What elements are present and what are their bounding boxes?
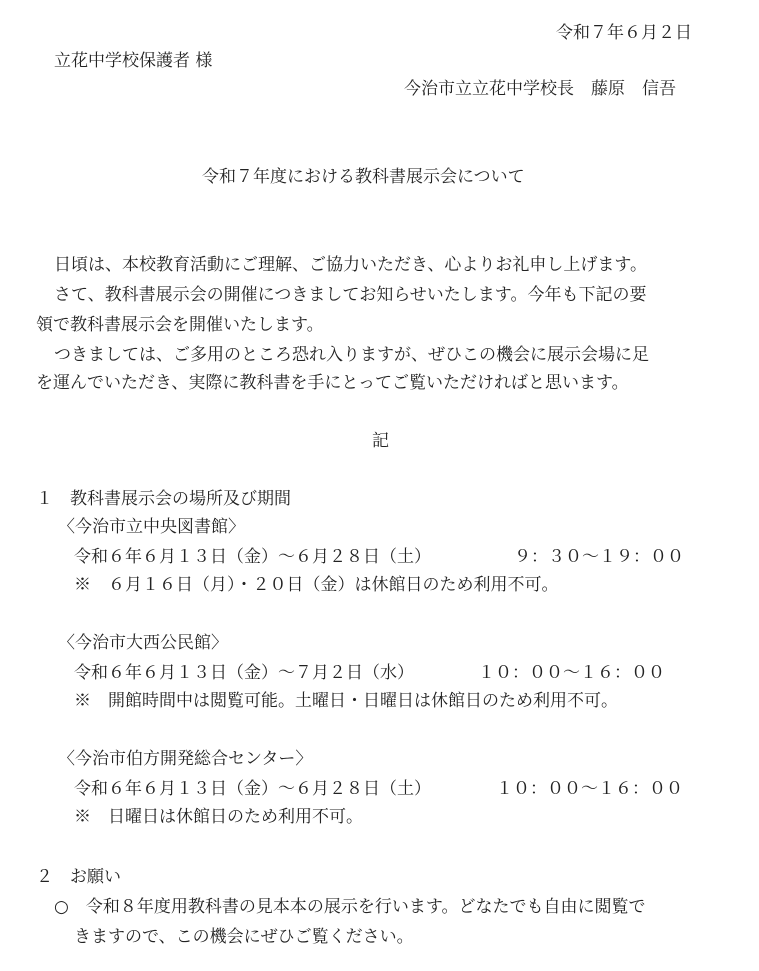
recipient: 立花中学校保護者 様 — [54, 51, 213, 71]
section-1-heading: １ 教科書展示会の場所及び期間 — [36, 489, 291, 509]
venue-2-name: 〈今治市大西公民館〉 — [58, 633, 228, 653]
body-line-5: を運んでいただき、実際に教科書を手にとってご覧いただければと思います。 — [36, 373, 629, 393]
venue-1-name: 〈今治市立中央図書館〉 — [58, 517, 245, 537]
venue-2-hours: １０：００～１６：００ — [478, 663, 665, 683]
venue-2-note: ※ 開館時間中は閲覧可能。土曜日・日曜日は休館日のため利用不可。 — [74, 691, 618, 711]
venue-3-name: 〈今治市伯方開発総合センター〉 — [58, 749, 313, 769]
document-title: 令和７年度における教科書展示会について — [202, 167, 525, 187]
venue-1-hours: ９：３０～１９：００ — [514, 547, 684, 567]
sender: 今治市立立花中学校長 藤原 信吾 — [404, 79, 676, 99]
venue-3-period: 令和６年６月１３日（金）～６月２８日（土） — [74, 779, 431, 799]
venue-3-hours: １０：００～１６：００ — [496, 779, 683, 799]
section-2-heading: ２ お願い — [36, 867, 121, 887]
section-2-line-2: きますので、この機会にぜひご覧ください。 — [74, 927, 414, 947]
body-line-1: 日頃は、本校教育活動にご理解、ご協力いただき、心よりお礼申し上げます。 — [54, 255, 647, 275]
body-line-4: つきましては、ご多用のところ恐れ入りますが、ぜひこの機会に展示会場に足 — [54, 345, 649, 365]
venue-1-period: 令和６年６月１３日（金）～６月２８日（土） — [74, 547, 431, 567]
body-line-3: 領で教科書展示会を開催いたします。 — [36, 315, 324, 335]
venue-3-note: ※ 日曜日は休館日のため利用不可。 — [74, 807, 363, 827]
venue-2-period: 令和６年６月１３日（金）～７月２日（水） — [74, 663, 414, 683]
venue-1-note: ※ ６月１６日（月）・２０日（金）は休館日のため利用不可。 — [74, 575, 559, 595]
ki-heading: 記 — [372, 431, 389, 451]
body-line-2: さて、教科書展示会の開催につきましてお知らせいたします。今年も下記の要 — [54, 285, 647, 305]
document-date: 令和７年６月２日 — [556, 23, 692, 43]
section-2-line-1: ○ 令和８年度用教科書の見本本の展示を行います。どなたでも自由に閲覧で — [54, 897, 646, 917]
